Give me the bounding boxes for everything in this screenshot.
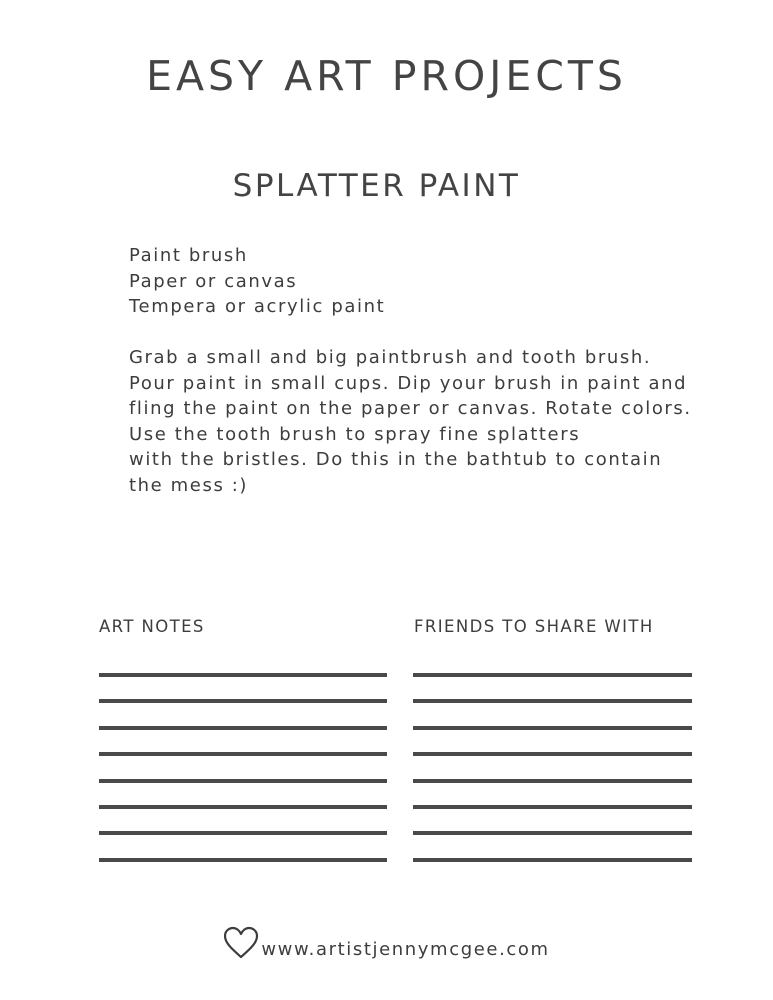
friends-lines <box>413 673 692 884</box>
heart-outline-icon <box>223 926 259 960</box>
instruction-line: Pour paint in small cups. Dip your brush in paint and <box>129 372 688 394</box>
instructions-text <box>129 345 692 498</box>
instruction-line: fling the paint on the paper or canvas. Rotate colors. <box>129 398 692 419</box>
instruction-line: Grab a small and big paintbrush and tooth brush. <box>129 347 652 368</box>
writing-line <box>99 699 387 703</box>
writing-line <box>99 726 387 730</box>
writing-line <box>413 805 692 809</box>
writing-line <box>413 779 692 783</box>
art-notes-lines <box>99 673 387 884</box>
writing-line <box>413 858 692 862</box>
supply-item: Paper or canvas <box>129 270 298 292</box>
instruction-line: the mess :) <box>129 474 249 496</box>
writing-line <box>413 699 692 703</box>
writing-line <box>413 726 692 730</box>
project-title: SPLATTER PAINT <box>232 168 521 204</box>
writing-line <box>99 831 387 835</box>
writing-line <box>99 673 387 677</box>
instruction-line: Use the tooth brush to spray fine splatters <box>129 423 581 445</box>
supply-item: Paint brush <box>129 245 248 266</box>
art-notes-heading: ART NOTES <box>99 617 205 636</box>
writing-line <box>99 752 387 756</box>
page-title: EASY ART PROJECTS <box>146 52 627 100</box>
footer <box>0 926 773 964</box>
writing-line <box>413 673 692 677</box>
supplies-list <box>129 243 385 320</box>
supply-item: Tempera or acrylic paint <box>129 296 386 317</box>
writing-line <box>99 779 387 783</box>
writing-line <box>413 752 692 756</box>
footer-url: www.artistjennymcgee.com <box>261 938 550 960</box>
writing-line <box>99 805 387 809</box>
friends-heading: FRIENDS TO SHARE WITH <box>414 617 654 636</box>
writing-line <box>99 858 387 862</box>
instruction-line: with the bristles. Do this in the bathtub to contain <box>129 449 663 470</box>
writing-line <box>413 831 692 835</box>
